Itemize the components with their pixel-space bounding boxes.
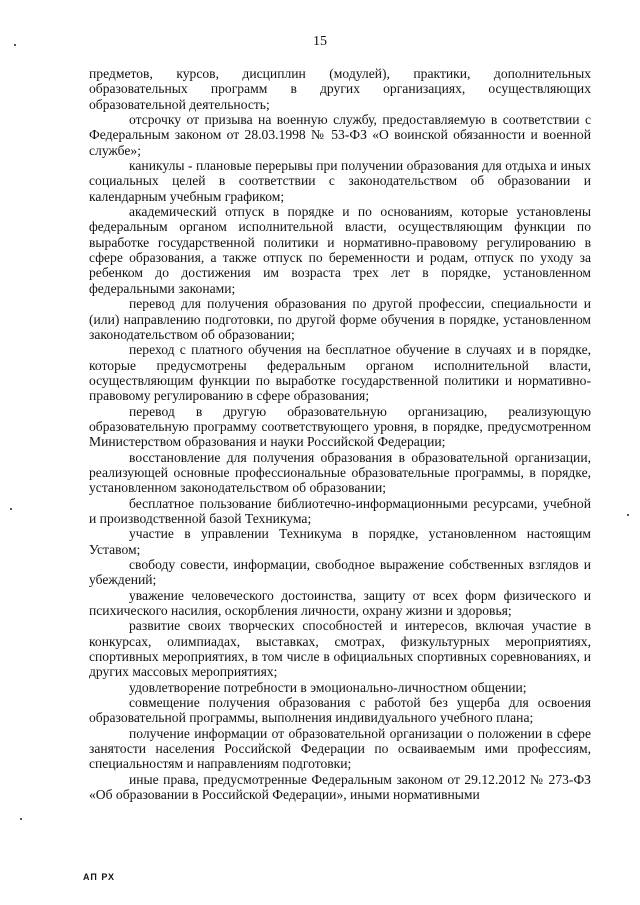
paragraph: иные права, предусмотренные Федеральным законом от 29.12.2012 № 273-ФЗ «Об образовании в Российской Федерации», иными нормативными bbox=[89, 771, 591, 803]
paragraph: свободу совести, информации, свободное выражение собственных взглядов и убеждений; bbox=[89, 557, 591, 588]
paragraph: бесплатное пользование библиотечно-информационными ресурсами, учебной и производственной базой Техникума; bbox=[89, 495, 591, 526]
footer-stamp: АП РХ bbox=[83, 872, 116, 882]
paragraph: отсрочку от призыва на военную службу, предоставляемую в соответствии с Федеральным законом от 28.03.1998 № 53-ФЗ «О воинской обязанности и военной службе»; bbox=[89, 112, 591, 158]
page-number: 15 bbox=[313, 34, 327, 49]
scan-dot bbox=[14, 44, 16, 46]
paragraph: удовлетворение потребности в эмоционально-личностном общении; bbox=[129, 679, 527, 695]
paragraph: восстановление для получения образования в образовательной организации, реализующей основные профессиональные образовательные программы, в порядке, установленном законодательством об образовании; bbox=[89, 449, 591, 496]
paragraph: переход с платного обучения на бесплатное обучение в случаях и в порядке, которые предусмотрены федеральным органом исполнительной власти, осуществляющим функции по выработке государственной политики и нормативно-правовому регулированию в сфере образования; bbox=[89, 342, 591, 404]
scan-dot bbox=[627, 514, 629, 516]
scan-dot bbox=[10, 508, 12, 510]
scan-dot bbox=[20, 818, 22, 820]
paragraph: каникулы - плановые перерывы при получении образования для отдыха и иных социальных целей в соответствии с законодательством об образовании и календарным учебным графиком; bbox=[89, 158, 591, 204]
document-body bbox=[89, 66, 591, 803]
paragraph: участие в управлении Техникума в порядке, установленном настоящим Уставом; bbox=[89, 526, 591, 557]
paragraph: перевод для получения образования по другой профессии, специальности и (или) направлению подготовки, по другой форме обучения в порядке, установленном законодательством об образовании; bbox=[89, 296, 591, 342]
paragraph: академический отпуск в порядке и по основаниям, которые установлены федеральным органом исполнительной власти, осуществляющим функции по выработке государственной политики и нормативно-правовому регулированию в сфере образования, а также отпуск по беременности и родам, отпуск по уходу за ребенком до достижения им возраста трех лет в порядке, установленном федеральными законами; bbox=[89, 204, 591, 296]
paragraph: развитие своих творческих способностей и интересов, включая участие в конкурсах, олимпиадах, выставках, смотрах, физкультурных мероприятиях, спортивных мероприятиях, в том числе в официальных спортивных соревнованиях, и других массовых мероприятиях; bbox=[89, 618, 591, 680]
paragraph: перевод в другую образовательную организацию, реализующую образовательную программу соответствующего уровня, в порядке, предусмотренном Министерством образования и науки Российской Федерации; bbox=[89, 403, 591, 450]
paragraph: предметов, курсов, дисциплин (модулей), практики, дополнительных образовательных программ в других организациях, осуществляющих образовательной деятельность; bbox=[89, 66, 591, 112]
paragraph: уважение человеческого достоинства, защиту от всех форм физического и психического насилия, оскорбления личности, охрану жизни и здоровья; bbox=[89, 587, 591, 619]
paragraph: получение информации от образовательной организации о положении в сфере занятости населения Российской Федерации по осваиваемым ими профессиям, специальностям и направлениям подготовки; bbox=[89, 725, 591, 772]
paragraph: совмещение получения образования с работой без ущерба для освоения образовательной программы, выполнения индивидуального учебного плана; bbox=[89, 695, 591, 726]
